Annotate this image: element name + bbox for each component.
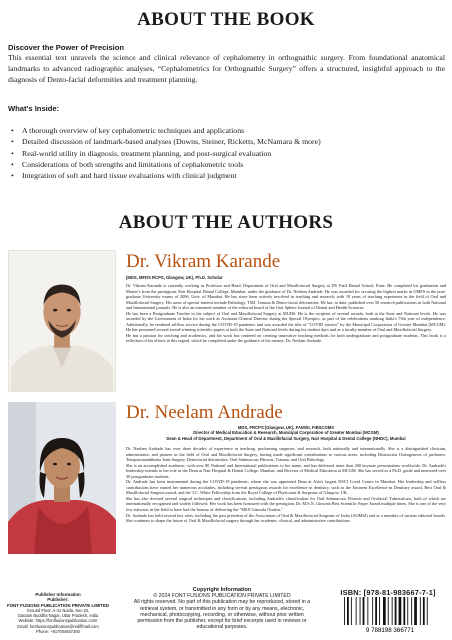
bio-paragraph: Dr. Andrade has been instrumental during the COVID-19 pandemic, where she was appointed Dean at Asia's largest NSCI Covid Centre in Mumbai. Her leadership and selfless contributions have earned her numerous accolades, including several prestigious awards for excellence in dentistry, such as the Eminent Excellence in Dentistry award, Best Oral & Maxillofacial Surgeon award, and the T.C. White Fellowship from the Royal College of Physicians & Surgeons of Glasgow, UK. [126,479,446,496]
isbn-label: ISBN: [978-81-983667-7-1] [340,588,436,597]
list-item: • Detailed discussion of landmark-based analyses (Downs, Steiner, Ricketts, McNamara & more) [22,136,442,147]
author1-bio [126,283,446,344]
discover-heading: Discover the Power of Precision [8,43,125,52]
copyright-line: All rights reserved. No part of this publication may be reproduced, stored in a [133,599,311,606]
author2-bio [126,446,446,524]
footer [0,587,452,640]
publisher-company: FONT FUSIONS PUBLICATION PRIVATE LIMITED [7,602,109,608]
list-item: • A thorough overview of key cephalometric techniques and applications [22,125,442,136]
whats-inside-heading: What's Inside: [8,104,60,113]
credential-line: Dean & Head of Department, Department of Oral & Maxillofacial Surgery, Nair Hospital & Dental College (NHDC), Mumbai [166,435,406,441]
author2-name: Dr. Neelam Andrade [126,402,283,423]
copyright-line: educational purposes. [196,624,248,631]
copyright-line: retrieval system, or transmitted in any form or by any means, electronic, [139,605,305,612]
copyright-line: permission from the publisher, except for brief excerpts used in reviews or [137,618,307,625]
author2-credentials [126,425,446,441]
credential-line: Director of Medical Education & Research, Municipal Corporation of Greater Mumbai (MCGM) [193,430,379,436]
publisher-phone: Phone: +917004657260 [36,629,80,635]
bio-paragraph: She has also devised several surgical techniques and classifications, including Andrade's classification for Oral Submucous Fibrosis and Orofacial Tuberculosis, both of which are internationally recognised and widely followed. Her work has been honoured with the prestigious Dr. M.S.N. Ginwala Best Scientific Paper Award multiple times. She is one of the very few stalwarts in the field to have had the honour of delivering the "MSN Ginwala Oration." [126,495,446,513]
barcode [338,597,442,633]
author1-credentials: (MDS, MFDS RCPS, Glasgow, UK), Ph.D. Scholar [126,275,223,280]
about-authors-heading: ABOUT THE AUTHORS [118,212,334,233]
copyright-heading: Copyright Information [192,587,252,593]
list-item: • Considerations of both strengths and limitations of cephalometric tools [22,159,442,170]
list-item: • Real-world utility in diagnosis, treatment planning, and post-surgical evaluation [22,148,442,159]
list-item: • Integration of soft and hard tissue evaluations with clinical judgment [22,170,442,181]
barcode-digits: 9 788198 366771 [365,627,415,633]
bio-paragraph: Dr. Neelam Andrade has over three decades of experience in teaching, performing surgeries, and research, both nationally and internationally. She is a distinguished clinician, administrator, and pioneer in the field of Oral and Maxillofacial Surgery, having made significant contributions to various areas, including Distraction Osteogenesis of jawbones, Temporomandibular Joint Surgery, Dentofacial deformities, Oral Submucous Fibrosis, Trauma, and Oral Pathology. [126,446,446,463]
bio-paragraph: Dr. Andrade has held several key roles, including the past president of the Association of Oral & Maxillofacial Surgeons of India (AOMSI) and as a member of various editorial boards. She continues to shape the future of Oral & Maxillofacial surgery through her academic, clinical, and administrative contributions. [126,512,446,524]
features-list [22,125,442,181]
publisher-website: Website: https://fontfusionspublication.com/ [18,618,98,624]
publisher-email: Email: fontfusionspublication@rediffmail.com [17,623,99,629]
publisher-label: Publisher: [47,597,69,603]
publisher-address-1: Ground Floor, A-41 Noida, Sec-22, [26,607,90,613]
about-book-heading: ABOUT THE BOOK [137,9,315,30]
bio-paragraph: Dr. Vikram Karande is currently working as Professor and Head, Department of Oral and Maxillofacial Surgery at DY Patil Dental School, Pune. He completed his graduation and Master's from the prestigious Nair Hospital Dental College, Mumbai, under the guidance of Dr. Neelam Andrade. He was awarded for securing the highest marks in OMFS in the post-graduate University exams of 2006, Univ. of Mumbai. He has since been actively involved in teaching and research, with 18 years of teaching experience in the field of Oral and Maxillofacial Surgery. His areas of special interest include Pathology, TMJ, Trauma & Dento-facial deformities. He has, to date, published over 50 research publications in both National and International journals. He is also an esteemed member of the editorial board of the Oral Sphere Journal of Dental and Health Sciences. [126,283,446,311]
copyright-line: mechanical, photocopying, recording, or otherwise, without prior written [140,611,304,618]
copyright-line: © 2024 FONT FUSIONS PUBLICATION PRIVATE LIMITED [153,593,291,600]
bio-paragraph: He has been a Postgraduate Teacher in the subject of Oral and Maxillofacial Surgery at MUHS. He is the recipient of several awards, both at the State and National levels. He was awarded by the Government of India for his work as Assistant Clinical Director during the Special Olympics, as part of the celebrations marking India's 75th year of independence. Additionally, he rendered selfless service during the COVID-19 pandemic and was awarded the title of "COVID warrior" by the Municipal Corporation of Greater Mumbai (MCGM). He has presented several award-winning scientific papers at both the State and National levels during his student days and as a faculty member of Oral and Maxillofacial Surgery. [126,310,446,333]
credential-line: MDS, FRCPS (Glasgow, UK), FAIMSI, FIBSCOMS [237,425,335,430]
book-intro: This essential text unravels the science and clinical relevance of cephalometry in orthognathic surgery. From foundational anatomical landmarks to advanced radiographic analyses, “Cephalometrics for Orthognathic Surgery” offers a structured, insightful approach to the diagnosis of Dento-facial deformities and treatment planning. [8,53,445,84]
publisher-info [4,592,112,634]
bio-paragraph: He has a passion for teaching and academics, and his work has centered on creating innovative teaching methods for both undergraduate and postgraduate students. This book is a reflection of his efforts in this regard, which he completed under the guidance of his mentor, Dr. Neelam Andrade. [126,332,446,344]
publisher-heading: Publisher Information [35,592,81,597]
author2-photo [8,402,116,554]
bio-paragraph: She is an accomplished academic, with over 80 National and International publications to her name, and has delivered more than 200 keynote presentations worldwide. Dr. Andrade's leadership extends to her role as the Dean at Nair Hospital & Dental College, Mumbai, and Director of Medical Education at MCGM. She has served as a Ph.D. guide and mentored over 30 postgraduate students. [126,462,446,479]
copyright-info [118,587,326,630]
author1-photo [8,250,116,392]
author1-name: Dr. Vikram Karande [126,251,281,272]
publisher-address-2: Gautam Buddha Nagar, Uttar Pradesh, India [17,613,99,619]
